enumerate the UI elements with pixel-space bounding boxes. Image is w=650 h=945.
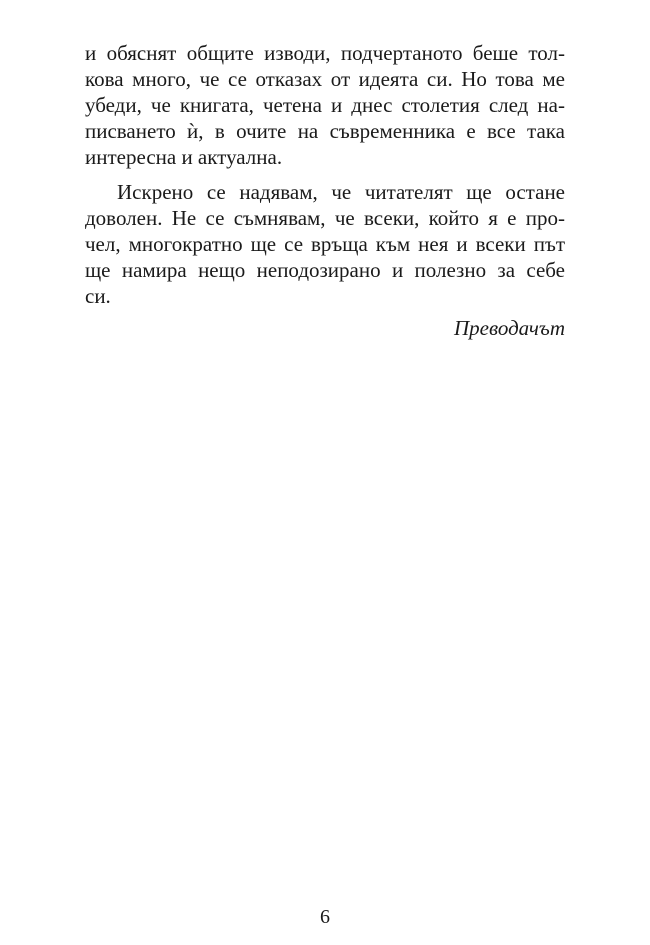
page-number: 6	[320, 906, 330, 928]
text-line: си.	[85, 284, 111, 308]
text-line: интересна и актуална.	[85, 145, 283, 169]
text-line: чел, многократно ще се връща към нея и всеки път	[85, 232, 565, 256]
text-line: убеди, че книгата, четена и днес столетия след на-	[85, 93, 565, 117]
translator-signature: Преводачът	[454, 316, 565, 340]
text-line: писването ѝ, в очите на съвременника е все така	[85, 119, 565, 143]
text-line: доволен. Не се съмнявам, че всеки, който я е про-	[85, 206, 565, 230]
text-line: и обяснят общите изводи, подчертаното беше тол-	[85, 41, 565, 65]
text-line: Искрено се надявам, че читателят ще остане	[117, 180, 565, 204]
text-line: кова много, че се отказах от идеята си. Но това ме	[85, 67, 565, 91]
text-line: ще намира нещо неподозирано и полезно за себе	[85, 258, 565, 282]
